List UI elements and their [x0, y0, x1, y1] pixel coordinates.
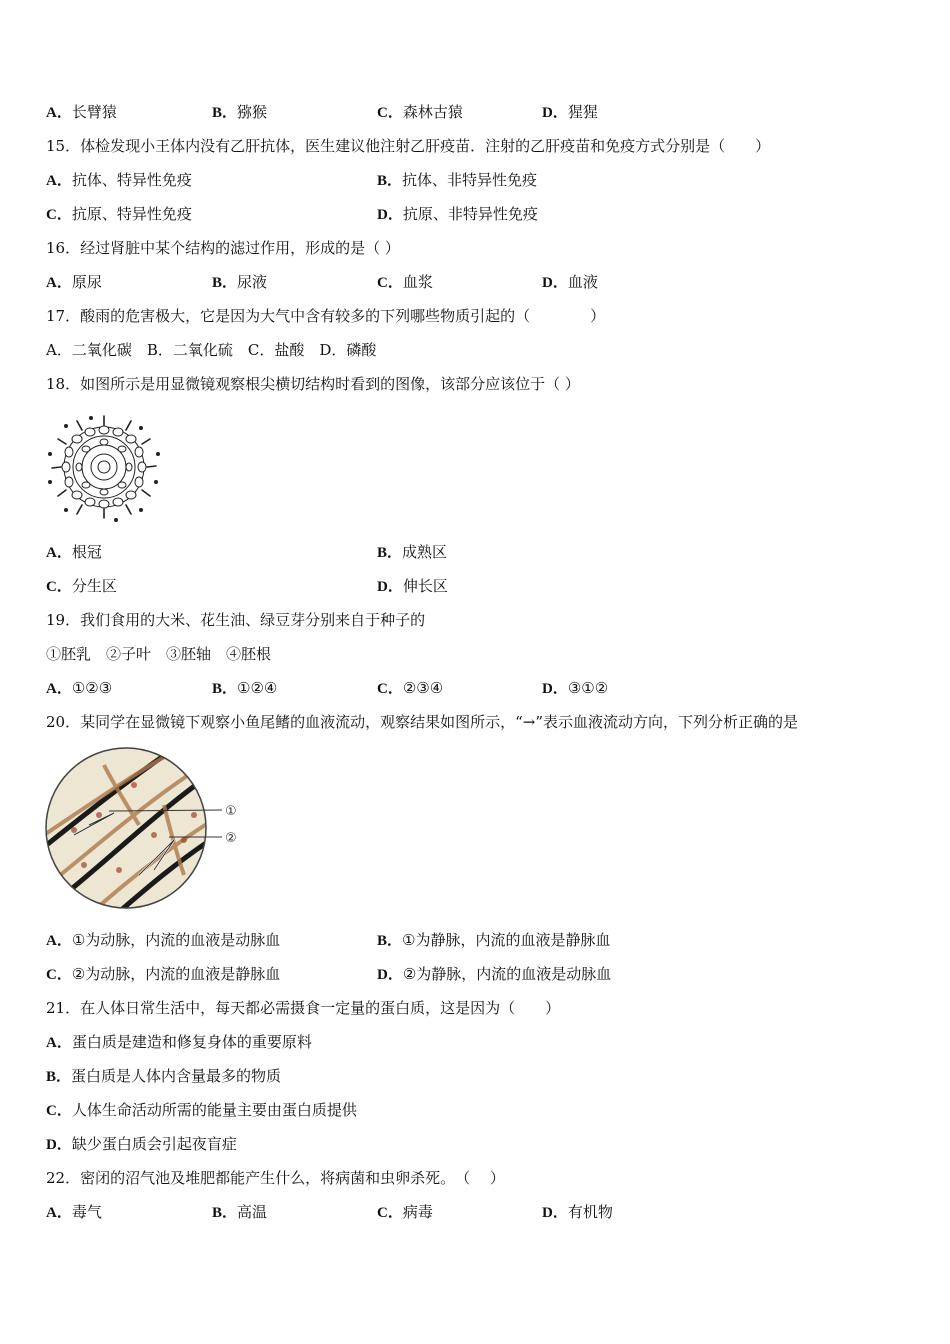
q15-option-d[interactable]: D．抗原、非特异性免疫	[377, 205, 538, 223]
q14-option-b[interactable]: B．猕猴	[212, 103, 268, 121]
q16-option-d[interactable]: D．血液	[542, 273, 598, 291]
q22-option-d[interactable]: D．有机物	[542, 1203, 613, 1221]
q17-options[interactable]: A．二氧化碳 B．二氧化硫 C．盐酸 D．磷酸	[46, 341, 377, 359]
q15-stem: 15．体检发现小王体内没有乙肝抗体，医生建议他注射乙肝疫苗．注射的乙肝疫苗和免疫方式分别是（ ）	[46, 137, 771, 155]
q21-stem: 21．在人体日常生活中，每天都必需摄食一定量的蛋白质，这是因为（ ）	[46, 999, 561, 1017]
q21-option-b[interactable]: B．蛋白质是人体内含量最多的物质	[46, 1067, 282, 1085]
q15-option-a[interactable]: A．抗体、特异性免疫	[46, 171, 192, 189]
fig-label-1: ①	[225, 804, 237, 819]
q14-option-c[interactable]: C．森林古猿	[377, 103, 463, 121]
q21-option-d[interactable]: D．缺少蛋白质会引起夜盲症	[46, 1135, 237, 1153]
q22-option-a[interactable]: A．毒气	[46, 1203, 102, 1221]
q19-option-d[interactable]: D．③①②	[542, 679, 609, 697]
fig-label-2: ②	[225, 831, 237, 846]
q14-option-a[interactable]: A．长臂猿	[46, 103, 117, 121]
q22-option-b[interactable]: B．高温	[212, 1203, 268, 1221]
q18-option-b[interactable]: B．成熟区	[377, 543, 448, 561]
q19-option-b[interactable]: B．①②④	[212, 679, 278, 697]
q16-option-a[interactable]: A．原尿	[46, 273, 102, 291]
q19-option-a[interactable]: A．①②③	[46, 679, 113, 697]
q18-option-c[interactable]: C．分生区	[46, 577, 117, 595]
q17-stem: 17．酸雨的危害极大，它是因为大气中含有较多的下列哪些物质引起的（ ）	[46, 307, 606, 325]
q15-option-b[interactable]: B．抗体、非特异性免疫	[377, 171, 538, 189]
q16-stem: 16．经过肾脏中某个结构的滤过作用，形成的是（ ）	[46, 239, 400, 257]
q20-option-b[interactable]: B．①为静脉，内流的血液是静脉血	[377, 931, 611, 949]
q19-option-c[interactable]: C．②③④	[377, 679, 444, 697]
q20-option-d[interactable]: D．②为静脉，内流的血液是动脉血	[377, 965, 612, 983]
q20-option-a[interactable]: A．①为动脉，内流的血液是动脉血	[46, 931, 281, 949]
q22-stem: 22．密闭的沼气池及堆肥都能产生什么，将病菌和虫卵杀死。 （ ）	[46, 1169, 505, 1187]
q20-option-c[interactable]: C．②为动脉，内流的血液是静脉血	[46, 965, 281, 983]
q16-option-b[interactable]: B．尿液	[212, 273, 268, 291]
q16-option-c[interactable]: C．血浆	[377, 273, 433, 291]
fish-tail-microscope-figure	[44, 745, 244, 910]
q14-option-d[interactable]: D．猩猩	[542, 103, 598, 121]
q19-subitems: ①胚乳 ②子叶 ③胚轴 ④胚根	[46, 645, 272, 663]
q15-option-c[interactable]: C．抗原、特异性免疫	[46, 205, 192, 223]
q18-option-d[interactable]: D．伸长区	[377, 577, 448, 595]
q18-option-a[interactable]: A．根冠	[46, 543, 102, 561]
q18-stem: 18．如图所示是用显微镜观察根尖横切结构时看到的图像，该部分应该位于（ ）	[46, 375, 580, 393]
q19-stem: 19．我们食用的大米、花生油、绿豆芽分别来自于种子的	[46, 611, 426, 629]
q21-option-a[interactable]: A．蛋白质是建造和修复身体的重要原料	[46, 1033, 312, 1051]
q22-option-c[interactable]: C．病毒	[377, 1203, 433, 1221]
root-cross-section-figure	[46, 410, 164, 524]
q20-stem: 20．某同学在显微镜下观察小鱼尾鳍的血液流动，观察结果如图所示，“→”表示血液流动方向，下列分析正确的是	[46, 713, 798, 731]
q21-option-c[interactable]: C．人体生命活动所需的能量主要由蛋白质提供	[46, 1101, 357, 1119]
